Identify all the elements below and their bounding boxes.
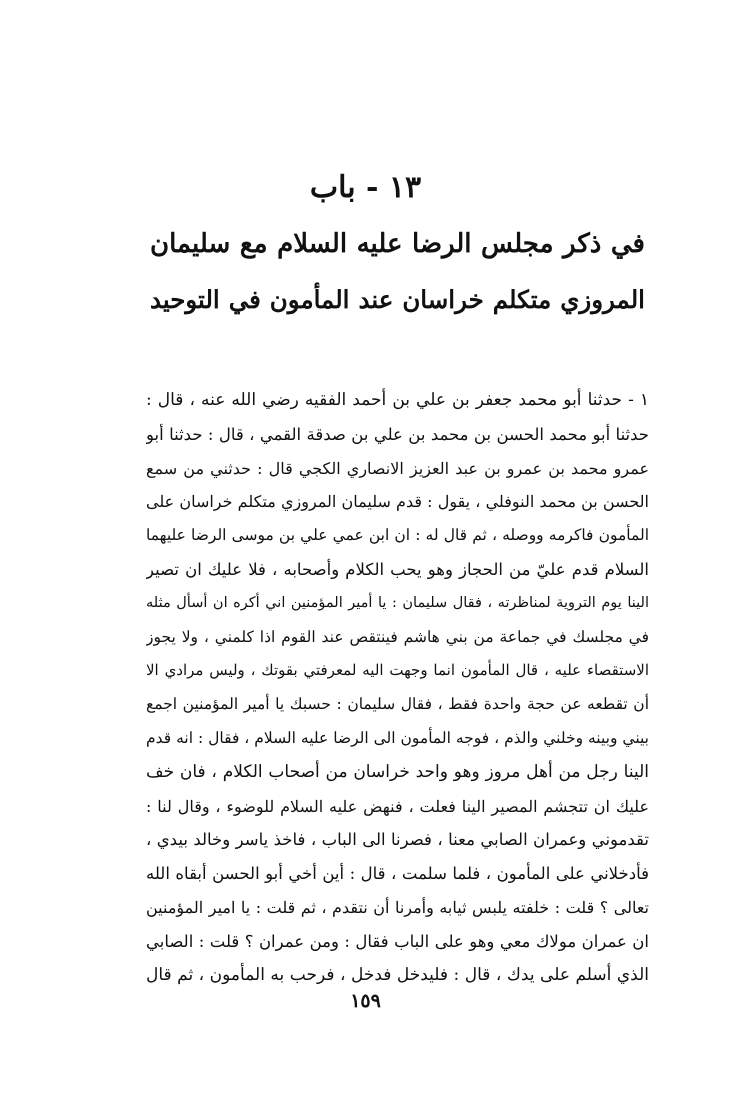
body-line: تقدموني وعمران الصابي معنا ، فصرنا الى الباب ، فاخذ ياسر وخالد بيدي ، — [146, 830, 649, 850]
body-line: أن تقطعه عن حجة واحدة فقط ، فقال سليمان : حسبك يا أمير المؤمنين اجمع — [146, 695, 649, 714]
chapter-title — [150, 216, 645, 328]
body-line: عليك ان تتجشم المصير الينا فعلت ، فنهض عليه السلام للوضوء ، وقال لنا : — [146, 796, 649, 816]
body-line: الحسن بن محمد النوفلي ، يقول : قدم سليمان المروزي متكلم خراسان على — [146, 492, 649, 512]
body-line: الينا رجل من أهل مروز وهو واحد خراسان من أصحاب الكلام ، فان خف — [146, 761, 649, 782]
body-line: الاستقصاء عليه ، قال المأمون انما وجهت اليه لمعرفتي بقوتك ، وليس مرادي الا — [146, 661, 649, 680]
body-line: المأمون فاكرمه ووصله ، ثم قال له : ان ابن عمي علي بن موسى الرضا عليهما — [146, 526, 649, 545]
body-text — [146, 384, 649, 992]
body-line: الذي أسلم على يدك ، قال : فليدخل فدخل ، فرحب به المأمون ، ثم قال — [146, 964, 649, 985]
body-line: فأدخلاني على المأمون ، فلما سلمت ، قال : أين أخي أبو الحسن أبقاه الله — [146, 864, 649, 884]
body-line: الينا يوم التروية لمناظرته ، فقال سليمان : يا أمير المؤمنين اني أكره ان أسأل مثله — [146, 594, 649, 611]
chapter-title-line: المروزي متكلم خراسان عند المأمون في التوحيد — [150, 285, 645, 314]
page-number: ١٥٩ — [350, 990, 381, 1012]
chapter-number: ١٣ - باب — [309, 170, 422, 205]
body-line: ان عمران مولاك معي وهو على الباب فقال : ومن عمران ؟ قلت : الصابي — [146, 931, 649, 951]
body-line: حدثنا أبو محمد الحسن بن محمد بن علي بن صدقة القمي ، قال : حدثنا أبو — [146, 424, 649, 444]
body-line: في مجلسك في جماعة من بني هاشم فينتقص عند القوم اذا كلمني ، ولا يجوز — [146, 627, 649, 646]
body-line: عمرو محمد بن عمرو بن عبد العزيز الانصاري الكجي قال : حدثني من سمع — [146, 458, 649, 478]
body-line: بيني وبينه وخلني والذم ، فوجه المأمون الى الرضا عليه السلام ، فقال : انه قدم — [146, 728, 649, 747]
body-line: تعالى ؟ قلت : خلفته يلبس ثيابه وأمرنا أن نتقدم ، ثم قلت : يا امير المؤمنين — [146, 897, 649, 917]
chapter-title-line: في ذكر مجلس الرضا عليه السلام مع سليمان — [150, 229, 645, 259]
body-line: ١ - حدثنا أبو محمد جعفر بن علي بن أحمد الفقيه رضي الله عنه ، قال : — [146, 390, 649, 410]
body-line: السلام قدم عليّ من الحجاز وهو يحب الكلام وأصحابه ، فلا عليك ان تصير — [146, 559, 649, 579]
